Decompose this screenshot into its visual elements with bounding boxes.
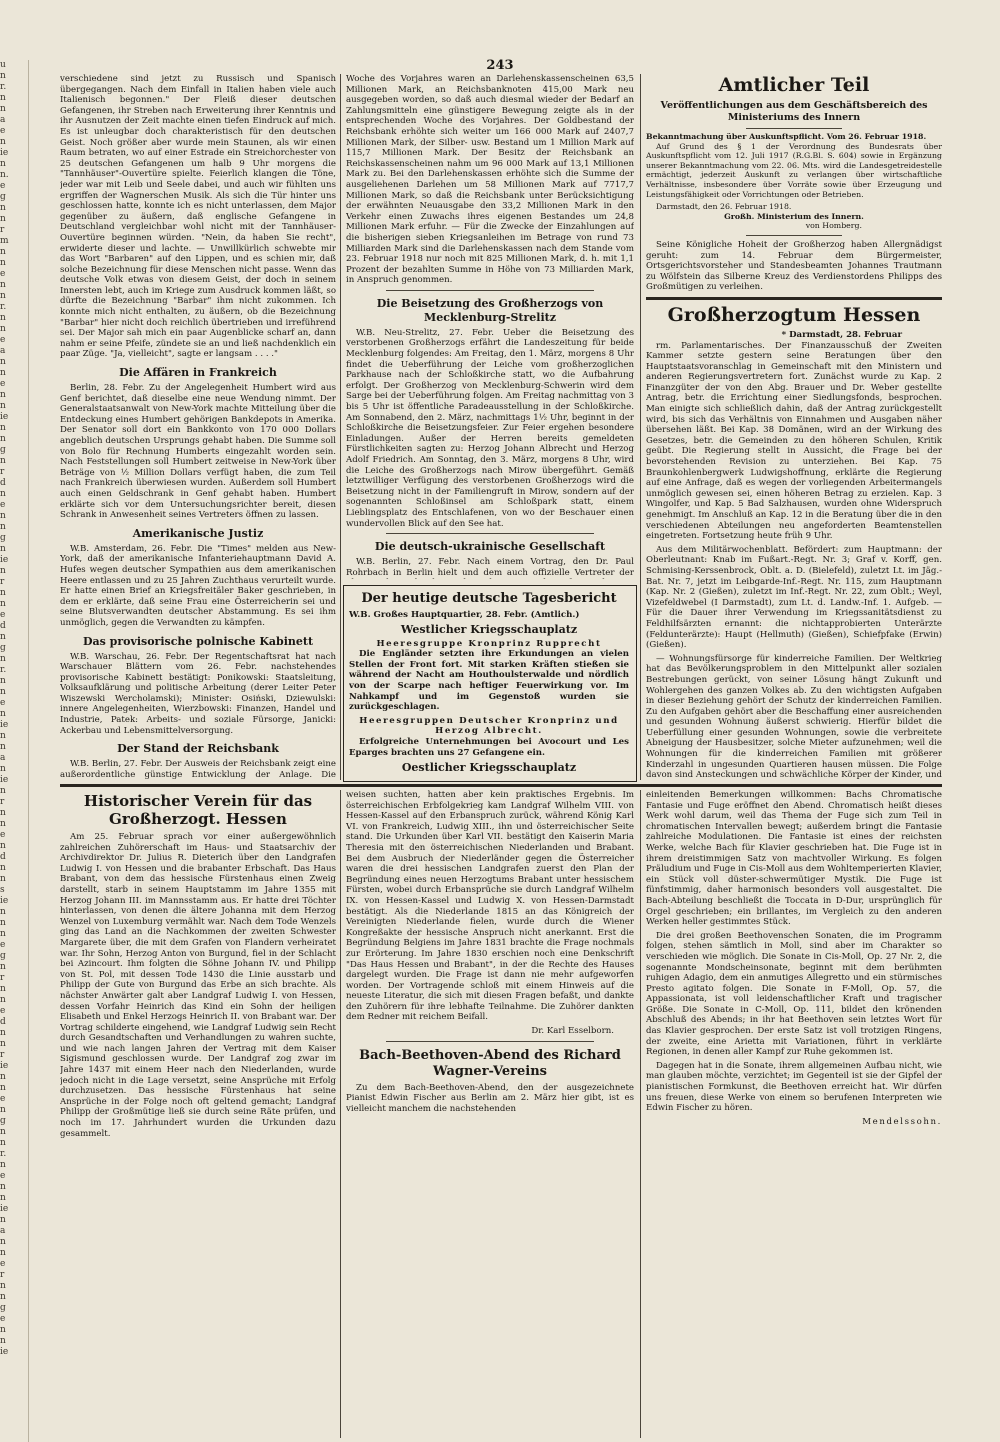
- article-reichsbank-cont: Woche des Vorjahres waren an Darlehenskassenscheinen 63,5 Millionen Mark, an Reichsbanknoten 415,00 Mark neu ausgegeben worden, so daß auch diesmal wieder der Bedarf an Zahlungsmitteln eine günstigere Bewegung zeigte als in der entsprechenden Woche des Vorjahres. Der Goldbestand der Reichsbank erhöhte sich weiter um 166 000 Mark auf 2407,7 Millionen Mark, der Silber- usw. Bestand um 1 Million Mark auf 115,7 Millionen Mark. Der Besitz der Reichsbank an Reichskassenscheinen nahm um 96 000 Mark auf 13,1 Millionen Mark zu. Bei den Darlehenskassen erhöhte sich die Summe der ausgeliehenen Darlehen um 58 Millionen Mark auf 7717,7 Millionen Mark, so daß die Reichsbank unter Berücksichtigung der erwähnten Neuausgabe den 33,2 Millionen Mark in den Verkehr einen Zuwachs ihres eigenen Bestandes um 24,8 Millionen Mark erfuhr. — Für die Zwecke der Einzahlungen auf die bisherigen sieben Kriegsanleihen im Betrage von rund 73 Milliarden Mark sind die Darlehenskassen nach dem Stande vom 23. Februar 1918 nur noch mit 825 Millionen Mark, d. h. mit 1,1 Prozent der bezahlten Summe in Höhe von 73 Milliarden Mark, in Anspruch genommen.: [346, 74, 634, 286]
- gutter-fragment: n: [0, 368, 6, 378]
- gutter-fragment: n: [0, 1325, 6, 1335]
- gutter-fragment: g: [0, 1116, 6, 1126]
- separator: [386, 290, 594, 291]
- gutter-fragment: a: [0, 1226, 6, 1236]
- bottom-column-2: [346, 790, 634, 1438]
- gutter-fragment: a: [0, 753, 6, 763]
- hessen-section-title: Großherzogtum Hessen: [667, 303, 921, 326]
- gutter-fragment: n: [0, 159, 6, 169]
- gutter-fragment: n: [0, 841, 6, 851]
- gutter-fragment: ie: [0, 1204, 9, 1214]
- gutter-fragment: n: [0, 280, 6, 290]
- column-3: [646, 72, 942, 780]
- gutter-fragment: n: [0, 962, 6, 972]
- gutter-fragment: n: [0, 258, 6, 268]
- gutter-fragment: r: [0, 577, 5, 587]
- gutter-fragment: g: [0, 951, 6, 961]
- separator: [386, 533, 594, 534]
- concert-title: Bach-Beethoven-Abend des Richard Wagner-Vereins: [359, 1047, 621, 1079]
- article-justiz: W.B. Amsterdam, 26. Febr. Die "Times" melden aus New-York, daß der amerikanische Infanteriehauptmann David A. Hufes wegen deutscher Sympathien aus dem amerikanischen Heere entlassen und zu 25 Jahren Zuchthaus verurteilt wurde. Er hatte einen Brief an Kriegsfreitäler Baker geschrieben, in dem er erklärte, daß seine Frau eine Österreicherin sei und seine Blutsverwandten deutscher Abstammung. Es sei ihm unmöglich, gegen die Verwandten zu kämpfen.: [60, 543, 336, 628]
- verein-signature: Dr. Karl Esselborn.: [531, 1026, 614, 1037]
- gutter-fragment: n: [0, 1072, 6, 1082]
- gutter-fragment: n: [0, 1083, 6, 1093]
- gutter-fragment: n: [0, 1039, 6, 1049]
- gutter-fragment: n: [0, 1138, 6, 1148]
- separator: [386, 1041, 594, 1042]
- gutter-fragment: n: [0, 456, 6, 466]
- separator: [746, 128, 842, 129]
- gutter-fragment: u: [0, 60, 6, 70]
- concert-text: einleitenden Bemerkungen willkommen: Bachs Chromatische Fantasie und Fuge eröffnet den Abend. Chromatisch heißt dieses Werk wohl darum, weil das Thema der Fuge sich zum Teil in chromatischen Intervallen bewegt; außerdem bringt die Fantasie zahlreiche Modulationen. Die Fantasie ist eines der reichsten Werke, welche Bach für Klavier geschrieben hat. Die Fuge ist in ihrem dreistimmigen Satz von machtvoller Wirkung. Es folgen Präludium und Fuge in Cis-Moll aus dem Wohltemperierten Klavier, ein Stück voll düster-schwermütiger Mystik. Die Fuge ist fünfstimmig, daher harmonisch besonders voll ausgestaltet. Die Bach-Abteilung beschließt die Toccata in D-Dur, ursprünglich für Orgel geschrieben; ein brillantes, im Vergleich zu den anderen Werken heller gestimmtes Stück.: [646, 790, 942, 928]
- report-west-heading: Westlicher Kriegsschauplatz: [400, 622, 578, 636]
- gutter-fragment: n: [0, 1028, 6, 1038]
- column-rule-1: [340, 74, 341, 780]
- gutter-fragment: n: [0, 742, 6, 752]
- concert-intro: Zu dem Bach-Beethoven-Abend, den der ausgezeichnete Pianist Edwin Fischer aus Berlin am 2. März hier gibt, ist es vielleicht manchem die nachstehenden: [346, 1082, 634, 1114]
- report-army-group-1: Heeresgruppe Kronprinz Rupprecht: [376, 638, 602, 649]
- gutter-fragment: n: [0, 1160, 6, 1170]
- heading-polnisches-kabinett: Das provisorische polnische Kabinett: [82, 634, 314, 648]
- heading-affaeren-frankreich: Die Affären in Frankreich: [119, 366, 277, 380]
- bottom-column-3: [646, 790, 942, 1438]
- gutter-fragment: d: [0, 478, 6, 488]
- gutter-fragment: e: [0, 269, 6, 279]
- heading-ukrainische-gesellschaft: Die deutsch-ukrainische Gesellschaft: [374, 540, 606, 554]
- bottom-rule-1: [340, 790, 341, 1438]
- gutter-fragment: n: [0, 71, 6, 81]
- bottom-rule-2: [640, 790, 641, 1438]
- daily-report: [349, 589, 629, 777]
- announcement-heading: Bekanntmachung über Auskunftspflicht. Vom 26. Februar 1918.: [646, 132, 927, 141]
- gutter-fragment: n: [0, 907, 6, 917]
- gutter-fragment: n: [0, 1237, 6, 1247]
- gutter-fragment: n: [0, 1248, 6, 1258]
- gutter-fragment: ie: [0, 1061, 9, 1071]
- gutter-fragment: e: [0, 940, 6, 950]
- gutter-fragment: e: [0, 610, 6, 620]
- column-rule-2: [640, 74, 641, 780]
- gutter-fragment: e: [0, 500, 6, 510]
- gutter-fragment: d: [0, 621, 6, 631]
- concert-text-3: Dagegen hat in die Sonate, ihrem allgemeinen Aufbau nicht, wie man glauben möchte, verzichtet; im Gegenteil ist sie der Gipfel der pianistischen Formkunst, die Beethoven erreicht hat. Wir dürfen uns freuen, diese Werke von einem so berufenen Interpreten wie Edwin Fischer zu hören.: [646, 1060, 942, 1114]
- gutter-fragment: ie: [0, 896, 9, 906]
- gutter-fragment: e: [0, 1094, 6, 1104]
- gutter-fragment: d: [0, 1017, 6, 1027]
- gutter-fragment: n: [0, 709, 6, 719]
- gutter-fragment: n: [0, 214, 6, 224]
- gutter-fragment: n: [0, 786, 6, 796]
- gutter-fragment: e: [0, 181, 6, 191]
- hessen-dateline: * Darmstadt, 28. Februar: [781, 329, 902, 340]
- gutter-fragment: n: [0, 390, 6, 400]
- official-section-title: Amtlicher Teil: [718, 74, 870, 96]
- gutter-fragment: r.: [0, 82, 7, 92]
- gutter-fragment: r.: [0, 302, 7, 312]
- gutter-fragment: n: [0, 511, 6, 521]
- gutter-fragment: n: [0, 291, 6, 301]
- gutter-fragment: n: [0, 676, 6, 686]
- gutter-fragment: n: [0, 1182, 6, 1192]
- article-reichsbank: W.B. Berlin, 27. Febr. Der Ausweis der Reichsbank zeigt eine außerordentliche günstige Entwicklung der Anlage. Die: [60, 759, 336, 780]
- gutter-fragment: n: [0, 984, 6, 994]
- page-divider: [60, 784, 942, 787]
- gutter-fragment: e: [0, 1006, 6, 1016]
- gutter-fragment: n: [0, 687, 6, 697]
- separator: [746, 235, 842, 236]
- award-text: Seine Königliche Hoheit der Großherzog haben Allergnädigst geruht: zum 14. Februar dem Bürgermeister, Ortsgerichtsvorsteher und Standesbeamten Johannes Trautmann zu Wölfstein das Silberne Kreuz des Verdienstordens Philipps des Großmütigen zu verleihen.: [646, 239, 942, 293]
- gutter-fragment: n: [0, 489, 6, 499]
- announcement-signature: von Homberg.: [805, 221, 862, 231]
- gutter-fragment: n: [0, 423, 6, 433]
- gutter-fragment: ie: [0, 1347, 9, 1357]
- gutter-fragment: n: [0, 1105, 6, 1115]
- gutter-fragment: e: [0, 1171, 6, 1181]
- article-wohnungsfuersorge: — Wohnungsfürsorge für kinderreiche Familien. Der Weltkrieg hat das Bevölkerungsproblem in den Mittelpunkt aller sozialen Bestrebungen gerückt, von seiner Lösung hängt Zukunft und Wohlergehen des ganzen Volkes ab. Zu den wichtigsten Aufgaben in dieser Beziehung gehört der Schutz der kinderreichen Familien. Zu den Aufgaben gehört aber die Beschaffung einer ausreichenden und gesunden Wohnung äußerst schwierig. Hierfür bildet die Ueberfüllung einer gesunden Wohnungen, sowie die verbreitete Abneigung der Hausbesitzer, solche Mieter aufzunehmen; weil die Wohnungen für die kinderreichen Familien mit größerer Kinderzahl in ungesunden Quartieren hausen müssen. Die Folge davon sind Ansteckungen und schwächliche Körper der Kinder, und: [646, 653, 942, 780]
- concert-text-2: Die drei großen Beethovenschen Sonaten, die im Programm folgen, stehen sämtlich in Moll, sind aber im Charakter so verschieden wie möglich. Die Sonate in Cis-Moll, Op. 27 Nr. 2, die sogenannte Mondscheinsonate, beginnt mit dem berühmten ruhigen Adagio, dem ein anmutiges Allegretto und ein stürmisches Presto agitato folgen. Die Sonate in F-Moll, Op. 57, die Appassionata, ist voll leidenschaftlicher Kraft und tragischer Größe. Die Sonate in C-Moll, Op. 111, bildet den krönenden Abschluß des Abends; in ihr hat Beethoven sein letztes Wort für das Klavier gesprochen. Der erste Satz ist voll trotzigen Ringens, der zweite, eine Arietta mit Variationen, führt in verklärte Regionen, in denen aller Kampf zur Ruhe gekommen ist.: [646, 930, 942, 1058]
- gutter-fragment: n: [0, 324, 6, 334]
- gutter-fragment: r: [0, 973, 5, 983]
- gutter-fragment: n: [0, 1193, 6, 1203]
- left-gutter-fragment: [0, 60, 29, 1442]
- official-subtitle: Veröffentlichungen aus dem Geschäftsbereich des Ministeriums des Innern: [660, 100, 928, 123]
- gutter-fragment: n: [0, 632, 6, 642]
- gutter-fragment: g: [0, 643, 6, 653]
- verein-text: Am 25. Februar sprach vor einer außergewöhnlich zahlreichen Zuhörerschaft im Haus- und Staatsarchiv der Archivdirektor Dr. Julius R. Dieterich über den Landgrafen Ludwig I. von Hessen und die brabanter Erbschaft. Das Haus Brabant, von dem das hessische Fürstenhaus einen Zweig darstellt, starb in seinem Hauptstamm im Jahre 1355 mit Herzog Johann III. im Mannsstamm aus. Er hatte drei Töchter hinterlassen, von denen die ältere Johanna mit dem Herzog Wenzel von Luxemburg vermählt war. Nach dem Tode Wenzels ging das Land an die Nachkommen der zweiten Schwester Margarete über, die mit dem Grafen von Flandern verheiratet war. Ihr Sohn, Herzog Anton von Burgund, fiel in der Schlacht bei Azincourt. Ihm folgten die Söhne Johann IV. und Philipp von St. Pol, mit dessen Tode 1430 die Linie ausstarb und Philipp der Gute von Burgund das Erbe an sich brachte. Als nächster Anwärter galt aber Landgraf Ludwig I. von Hessen, dessen Vorfahr Heinrich das Kind ein Sohn der heiligen Elisabeth und Enkel Herzogs Heinrich II. von Brabant war. Der Vortrag schilderte eingehend, wie Landgraf Ludwig sein Recht durch Gesandtschaften und Verhandlungen zu wahren suchte, und wie nach langen Jahren der Vertrag mit dem Kaiser Sigismund geschlossen wurde. Der Landgraf zog zwar im Jahre 1437 mit einem Heer nach den Niederlanden, wurde jedoch nicht in die Lage versetzt, seine Ansprüche mit Erfolg durchzusetzen. Das hessische Fürstenhaus hat seine Ansprüche in der Folge noch oft geltend gemacht; Landgraf Philipp der Großmütige ließ sie durch seine Räte prüfen, und noch im 17. Jahrhundert wurden die Urkunden dazu gesammelt.: [60, 832, 336, 1139]
- column-1: [60, 74, 336, 780]
- gutter-fragment: r: [0, 467, 5, 477]
- gutter-fragment: e: [0, 830, 6, 840]
- gutter-fragment: n: [0, 1127, 6, 1137]
- gutter-fragment: n: [0, 313, 6, 323]
- article-beisetzung: W.B. Neu-Strelitz, 27. Febr. Ueber die Beisetzung des verstorbenen Großherzogs erfährt die Landeszeitung für beide Mecklenburg folgendes: Am Freitag, den 1. März, morgens 8 Uhr findet die Ueberführung der Leiche vom großherzoglichen Parkhause nach der Schloßkirche statt, wo die Aufbahrung erfolgt. Der Großherzog von Mecklenburg-Schwerin wird dem Sarge bei der Ueberführung folgen. Am Freitag nachmittag von 3 bis 5 Uhr ist öffentliche Paradeausstellung in der Schloßkirche. Am Sonnabend, den 2. März, nachmittags 1½ Uhr, beginnt in der Schloßkirche die Beisetzungsfeier. Zur Feier ergehen besondere Einladungen. Außer der Herren bereits gemeldeten Fürstlichkeiten sagten zu: Herzog Johann Albrecht und Herzog Adolf Friedrich. Am Sonntag, den 3. März, morgens 8 Uhr, wird die Leiche des Großherzogs nach Mirow übergeführt. Gemäß letztwilliger Verfügung des verstorbenen Großherzogs wird die Beisetzung nicht in der Familiengruft in Mirow, sondern auf der sogenannten Schloßinsel am Schloßpark statt, einem Lieblingsplatz des Entschlafenen, von wo der Beschauer einen wundervollen Blick auf den See hat.: [346, 327, 634, 529]
- heading-reichsbank: Der Stand der Reichsbank: [117, 742, 279, 756]
- gutter-fragment: n.: [0, 170, 9, 180]
- gutter-fragment: n: [0, 203, 6, 213]
- gutter-fragment: e: [0, 698, 6, 708]
- announcement-text: Auf Grund des § 1 der Verordnung des Bundesrats über Auskunftspflicht vom 12. Juli 1917 (R.G.Bl. S. 604) sowie in Ergänzung unserer Bekanntmachung vom 22. 06. Mts. wird die Landesgetreidestelle ermächtigt, jederzeit Auskunft zu verlangen über wirtschaftliche Verhältnisse, insbesondere über Vorräte sowie über Erzeugung und Leistungsfähigkeit oder Vorrichtungen oder Betrieben.: [646, 141, 942, 199]
- gutter-fragment: n: [0, 1281, 6, 1291]
- report-west-text: Die Engländer setzten ihre Erkundungen an vielen Stellen der Front fort. Mit starken Kräften stießen sie während der Nacht am Houthoulsterwalde und nördlich von der Scarpe nach heftiger Feuerwirkung vor. Im Nahkampf und im Gegenstoß wurden sie zurückgeschlagen.: [349, 649, 629, 713]
- article-kabinett: W.B. Warschau, 26. Febr. Der Regentschaftsrat hat nach Warschauer Blättern vom 26. Febr. nachstehendes provisorische Kabinett bestätigt: Ponikowski: Staatsleitung, Volksaufklärung und politische Arbeitung (derer Leiter Peter Wiszewski Wercholamski); Minister: Osiński, Dziewulski: innere Angelegenheiten, Wierzbowski: Finanzen, Handel und Industrie, Patek: Arbeits- und soziale Fürsorge, Janicki: Ackerbau und Lebensmittelversorgung.: [60, 651, 336, 736]
- gutter-fragment: n: [0, 401, 6, 411]
- gutter-fragment: n: [0, 1292, 6, 1302]
- bottom-column-1: [60, 790, 336, 1438]
- gutter-fragment: ie: [0, 412, 9, 422]
- gutter-fragment: ie: [0, 555, 9, 565]
- gutter-fragment: r.: [0, 665, 7, 675]
- gutter-fragment: g: [0, 192, 6, 202]
- daily-report-box: [343, 585, 637, 782]
- article-militaerwochenblatt: Aus dem Militärwochenblatt. Befördert: zum Hauptmann: der Oberleutnant: Knab im Fußart.-Regt. Nr. 3; Graf v. Korff, gen. Schmising-Kerssenbrock, Oblt. a. D. (Bielefeld), zuletzt Lt. im Jäg.-Bat. Nr. 7, jetzt im Leibgarde-Inf.-Regt. Nr. 115, zum Hauptmann (Kap. Nr. 2 (Gießen), zuletzt im Inf.-Regt. Nr. 22, zum Oblt.; Weyl, Vizefeldwebel (I Darmstadt), zum Lt. d. Landw.-Inf. 1. Aufgeb. — Für die Dauer ihrer Verwendung im Kriegssanitätsdienst zu Feldhilfsärzten ernannt: die nichtapprobierten Unterärzte (Feldunterärzte): Haupt (Hellmuth) (Gießen), Schiefpfake (Erwin) (Gießen).: [646, 544, 942, 651]
- gutter-fragment: s: [0, 885, 5, 895]
- article-parlamentarisches: rm. Parlamentarisches. Der Finanzausschuß der Zweiten Kammer setzte gestern seine Beratungen über den Hauptstaatsvoranschlag in Gemeinschaft mit den Ministern und anderen Regierungsvertretern fort. Zunächst wurde zu Kap. 2 Finanzgüter der von den Abg. Brauer und Dr. Weber gestellte Antrag, betr. die Errichtung einer Siedlungsfonds, besprochen. Man einigte sich schließlich dahin, daß der Antrag zurückgestellt wird, bis sich das Verhältnis von Einnahmen und Ausgaben näher übersehen läßt. Bei Kap. 38 Domänen, wird an der Wirkung des Gesetzes, betr. die Gemeinden zu den höheren Schulen, Kritik geübt. Die Regierung stellt in Aussicht, die Frage bei der bevorstehenden Revision zu unterziehen. Bei Kap. 75 Braunkohlenbergwerk Ludwigshoffnung, erklärte die Regierung auf eine Anfrage, daß es wegen der vorliegenden Arbeitermangels unmöglich gewesen sei, einen höheren Betrag zu erzielen. Kap. 3 Wingolfer, und Kap. 5 Bad Salzhausen, wurden ohne Widerspruch genehmigt. Im Anschluß an Kap. 12 in die Beratung über die in den verschiedenen Abteilungen neu angeforderten Beamtenstellen eingetreten. Fortsetzung heute früh 9 Uhr.: [646, 340, 942, 542]
- gutter-fragment: g: [0, 445, 6, 455]
- gutter-fragment: m: [0, 236, 9, 246]
- gutter-fragment: r: [0, 225, 5, 235]
- gutter-fragment: a: [0, 115, 6, 125]
- gutter-fragment: n: [0, 588, 6, 598]
- announcement-ministry: Großh. Ministerium des Innern.: [724, 211, 864, 221]
- gutter-fragment: e: [0, 126, 6, 136]
- gutter-fragment: n: [0, 808, 6, 818]
- gutter-fragment: n: [0, 104, 6, 114]
- article-affaeren: Berlin, 28. Febr. Zu der Angelegenheit Humbert wird aus Genf berichtet, daß dieselbe eine neue Wendung nimmt. Der Generalstaatsanwalt von New-York machte Mitteilung über die Entdeckung eines Humbert gehörigen Bankdepots in Amerika. Der Senator soll dort ein Bankkonto von 170 000 Dollars angeblich deutschen Ursprungs gehabt haben. Die Summe soll von Bolo für Rechnung Humberts eingezahlt worden sein. Nach Feststellungen soll Humbert zeitweise in New-York über Beträge von ½ Million Dollars verfügt haben, die zum Teil nach Frankreich überwiesen wurden. Außerdem soll Humbert auch einen Geldschrank in Genf gehabt haben. Humbert erklärte sich vor dem Untersuchungsrichter bereit, diesen Schrank in Anwesenheit seines Vertreters öffnen zu lassen.: [60, 383, 336, 521]
- gutter-fragment: n: [0, 764, 6, 774]
- gutter-fragment: n: [0, 357, 6, 367]
- gutter-fragment: n: [0, 247, 6, 257]
- gutter-fragment: r: [0, 1270, 5, 1280]
- article-ukrainische-gesellschaft: W.B. Berlin, 27. Febr. Nach einem Vortrag, den Dr. Paul Rohrbach in Berlin hielt und dem auch offizielle Vertreter der: [346, 557, 634, 578]
- gutter-fragment: n: [0, 654, 6, 664]
- heading-amerikanische-justiz: Amerikanische Justiz: [132, 526, 264, 540]
- gutter-fragment: n: [0, 544, 6, 554]
- gutter-fragment: e: [0, 1314, 6, 1324]
- gutter-fragment: r: [0, 797, 5, 807]
- gutter-fragment: n: [0, 137, 6, 147]
- gutter-fragment: ie: [0, 720, 9, 730]
- gutter-fragment: n: [0, 1336, 6, 1346]
- report-west-text-2: Erfolgreiche Unternehmungen bei Avocourt und Les Eparges brachten uns 27 Gefangene ein.: [349, 736, 629, 758]
- gutter-fragment: n: [0, 874, 6, 884]
- gutter-fragment: n: [0, 995, 6, 1005]
- announcement-place: Darmstadt, den 26. Februar 1918.: [656, 202, 792, 212]
- gutter-fragment: n: [0, 93, 6, 103]
- gutter-fragment: n: [0, 434, 6, 444]
- gutter-fragment: g: [0, 533, 6, 543]
- report-east-heading: Oestlicher Kriegsschauplatz: [401, 761, 577, 775]
- page-number: 243: [486, 58, 514, 73]
- gutter-fragment: a: [0, 346, 6, 356]
- intro-paragraph: verschiedene sind jetzt zu Russisch und Spanisch übergegangen. Nach dem Einfall in Italien haben viele auch Italienisch begonnen." Der Fleiß dieser deutschen Gefangenen, ihr Streben nach Erweiterung ihrer Kenntnis und ihr Ausnutzen der Zeit machte einen tiefen Eindruck auf mich. Es ist unleugbar doch charakteristisch für den deutschen Geist. Noch größer aber wurde mein Staunen, als wir einen Raum betraten, wo auf einer Estrade ein Streichorchester von 25 deutschen Gefangenen um halb 9 Uhr morgens die "Tannhäuser"-Ouvertüre spielte. Feierlich klangen die Töne, jeder war mit Leib und Seele dabei, und auch wir fühlten uns ergriffen der Wagnerschen Musik. Als sich die Tür hinter uns geschlossen hatte, konnte ich es nicht unterlassen, dem Major gegenüber zu äußern, daß englische Gefangene in Deutschland vergleichbar wohl nicht mit der Tannhäuser-Ouvertüre beginnen würden. "Nein, da haben Sie recht", erwiderte dieser und lachte. — Unwillkürlich schwebte mir das Wort "Barbaren" auf den Lippen, und es schien mir, daß solche Bezeichnung für diese Menschen nicht passe. Wenn das deutsche Volk etwas von diesem Geist, der doch in seinem Innersten lebt, auch im Kriege zum Ausdruck kommen läßt, so dürfte die Bezeichnung "Barbar" ihm nicht zukommen. Ich konnte mich nicht enthalten, zu äußern, ob die Bezeichnung "Barbar" hier nicht doch reichlich übertrieben und irreführend sei. Der Major sah mich ein paar Augenblicke scharf an, dann nahm er seine Pfeife, zündete sie an und ließ nachdenklich ein paar Züge. "Ja, vielleicht", sagte er langsam . . . .": [60, 74, 336, 360]
- report-army-group-2: Heeresgruppen Deutscher Kronprinz und Herzog Albrecht.: [359, 715, 619, 737]
- section-divider: [646, 297, 942, 300]
- gutter-fragment: r: [0, 1050, 5, 1060]
- verein-title: Historischer Verein für das Großherzogt. Hessen: [83, 792, 313, 828]
- gutter-fragment: e: [0, 335, 6, 345]
- gutter-fragment: n: [0, 1215, 6, 1225]
- gutter-fragment: d: [0, 852, 6, 862]
- gutter-fragment: n: [0, 731, 6, 741]
- heading-beisetzung: Die Beisetzung des Großherzogs von Mecklenburg-Strelitz: [376, 296, 604, 324]
- report-title: Der heutige deutsche Tagesbericht: [361, 591, 617, 606]
- gutter-fragment: n: [0, 566, 6, 576]
- gutter-fragment: n: [0, 863, 6, 873]
- gutter-fragment: n: [0, 522, 6, 532]
- concert-signature: Mendelssohn.: [862, 1116, 942, 1127]
- gutter-fragment: n: [0, 599, 6, 609]
- gutter-fragment: e: [0, 379, 6, 389]
- gutter-fragment: n: [0, 918, 6, 928]
- gutter-fragment: e: [0, 1259, 6, 1269]
- verein-text-cont: weisen suchten, hatten aber kein praktisches Ergebnis. Im österreichischen Erbfolgekrieg kam Landgraf Wilhelm VIII. von Hessen-Kassel auf den Erbanspruch zurück, während König Karl VI. von Frankreich, Ludwig XIII., ihn und österreichischer Seite stand. Die Urkunden über Karl VII. bestätigt den Kaiserin Maria Theresia mit den österreichischen Niederlanden und Brabant. Bei dem Ausbruch der Niederländer gegen die Österreicher waren die drei hessischen Landgrafen zuerst den Plan der Begründung eines neuen Herzogtums Brabant unter hessischem Fürsten, wobei durch Erbansprüche sie durch Landgraf Wilhelm IX. von Hessen-Kassel und Ludwig X. von Hessen-Darmstadt bestätigt. Als die Niederlande 1815 an das Königreich der Vereinigten Niederlande fielen, wurde durch die Wiener Kongreßakte der hessische Anspruch nicht anerkannt. Erst die Begründung Belgiens im Jahre 1831 brachte die Frage nochmals zur Erörterung. Im Jahre 1830 erschien noch eine Denkschrift "Das Haus Hessen und Brabant", in der die Rechte des Hauses dargelegt wurden. Die Frage ist dann nie mehr aufgeworfen worden. Der Vortragende schloß mit einem Hinweis auf die neueste Literatur, die sich mit diesen Fragen befaßt, und dankte den Zuhörern für ihre lebhafte Teilnahme. Die Zuhörer dankten dem Redner mit reichem Beifall.: [346, 790, 634, 1023]
- gutter-fragment: n: [0, 929, 6, 939]
- gutter-fragment: r.: [0, 1149, 7, 1159]
- column-2: [346, 74, 634, 579]
- report-dateline: W.B. Großes Hauptquartier, 28. Febr. (Amtlich.): [349, 610, 580, 620]
- gutter-fragment: ie: [0, 775, 9, 785]
- gutter-fragment: n: [0, 819, 6, 829]
- gutter-fragment: g: [0, 1303, 6, 1313]
- gutter-fragment: ie: [0, 148, 9, 158]
